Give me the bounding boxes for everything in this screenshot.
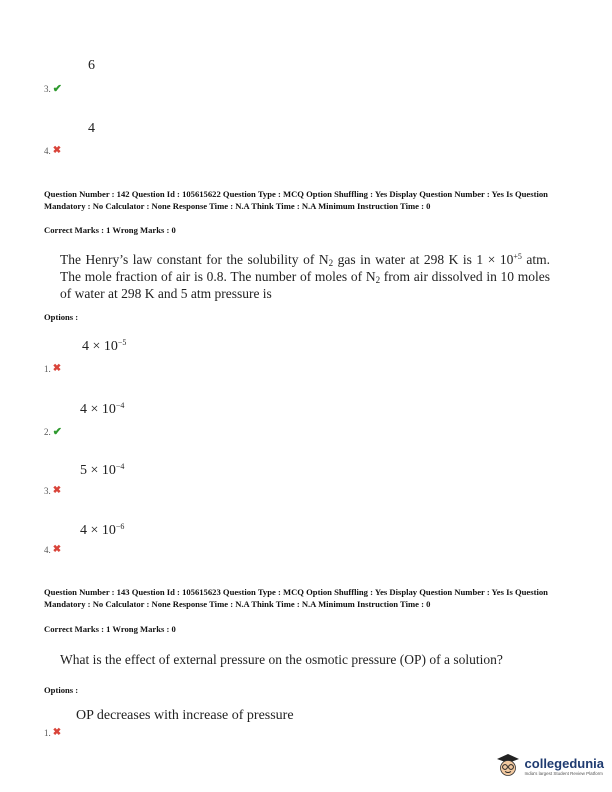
- question-meta: Question Number : 142 Question Id : 105615622 Question Type : MCQ Option Shuffling : Yes Display Question Number : Yes Is Question Mandatory : No Calculator : None Response Time : N.A Think Time : N.A Minimum Instruction Time : 0: [44, 189, 548, 211]
- question-text: [60, 251, 550, 302]
- option-number-wrong: [44, 145, 61, 156]
- superscript: +5: [513, 252, 522, 261]
- option-number: 1.: [44, 363, 51, 374]
- option-exponent: −4: [115, 462, 125, 471]
- option-number-correct: [44, 425, 62, 438]
- option-value: OP decreases with increase of pressure: [76, 708, 294, 723]
- option-exponent: −6: [115, 522, 125, 531]
- check-icon: ✔: [52, 426, 62, 438]
- option-number: 2.: [44, 426, 51, 437]
- option-value: [80, 523, 124, 539]
- question-text-part: from air dissolved in 10 moles of water at 298 K and 5 atm pressure is: [60, 269, 550, 301]
- option-exponent: −4: [115, 401, 125, 410]
- option-value: [82, 339, 126, 355]
- options-label: Options :: [44, 312, 79, 322]
- option-exponent: −5: [117, 338, 127, 347]
- option-number: 1.: [44, 727, 51, 738]
- cross-icon: ✖: [52, 145, 62, 156]
- option-number-wrong: [44, 544, 61, 555]
- option-value: [80, 402, 124, 418]
- option-number: 4.: [44, 145, 51, 156]
- option-number-wrong: [44, 485, 61, 496]
- question-text-part: atm. The mole fraction of air is 0.8. The number of moles of N: [60, 252, 550, 284]
- question-marks: Correct Marks : 1 Wrong Marks : 0: [44, 225, 176, 235]
- cross-icon: ✖: [52, 363, 62, 374]
- option-base: 4 × 10: [80, 523, 116, 538]
- options-label: Options :: [44, 685, 79, 695]
- option-base: 4 × 10: [82, 339, 118, 354]
- question-text-part: The Henry’s law constant for the solubility of N: [60, 252, 329, 267]
- option-number-wrong: [44, 363, 61, 374]
- option-number: 4.: [44, 544, 51, 555]
- option-number: 3.: [44, 485, 51, 496]
- cross-icon: ✖: [52, 727, 62, 738]
- option-number-correct: [44, 82, 62, 95]
- option-value: [80, 463, 124, 479]
- option-value: 6: [88, 58, 95, 73]
- logo-tagline: India's largest Student Review Platform: [524, 771, 603, 776]
- option-number-wrong: [44, 727, 61, 738]
- question-meta: Question Number : 143 Question Id : 105615623 Question Type : MCQ Option Shuffling : Yes Display Question Number : Yes Is Question Mandatory : No Calculator : None Response Time : N.A Think Time : N.A Minimum Instruction Time : 0: [44, 587, 548, 609]
- mascot-icon: [495, 752, 521, 780]
- option-number: 3.: [44, 83, 51, 94]
- subscript: 2: [328, 258, 334, 268]
- question-text: What is the effect of external pressure on the osmotic pressure (OP) of a solution?: [60, 652, 503, 667]
- question-marks: Correct Marks : 1 Wrong Marks : 0: [44, 624, 176, 634]
- check-icon: ✔: [52, 83, 62, 95]
- option-value: 4: [88, 121, 95, 136]
- logo-name: collegedunia: [524, 756, 604, 771]
- cross-icon: ✖: [52, 544, 62, 555]
- collegedunia-logo: [495, 752, 604, 780]
- option-base: 5 × 10: [80, 463, 116, 478]
- option-base: 4 × 10: [80, 402, 116, 417]
- cross-icon: ✖: [52, 485, 62, 496]
- subscript: 2: [375, 275, 381, 285]
- question-text-part: gas in water at 298 K is 1 × 10: [333, 252, 514, 267]
